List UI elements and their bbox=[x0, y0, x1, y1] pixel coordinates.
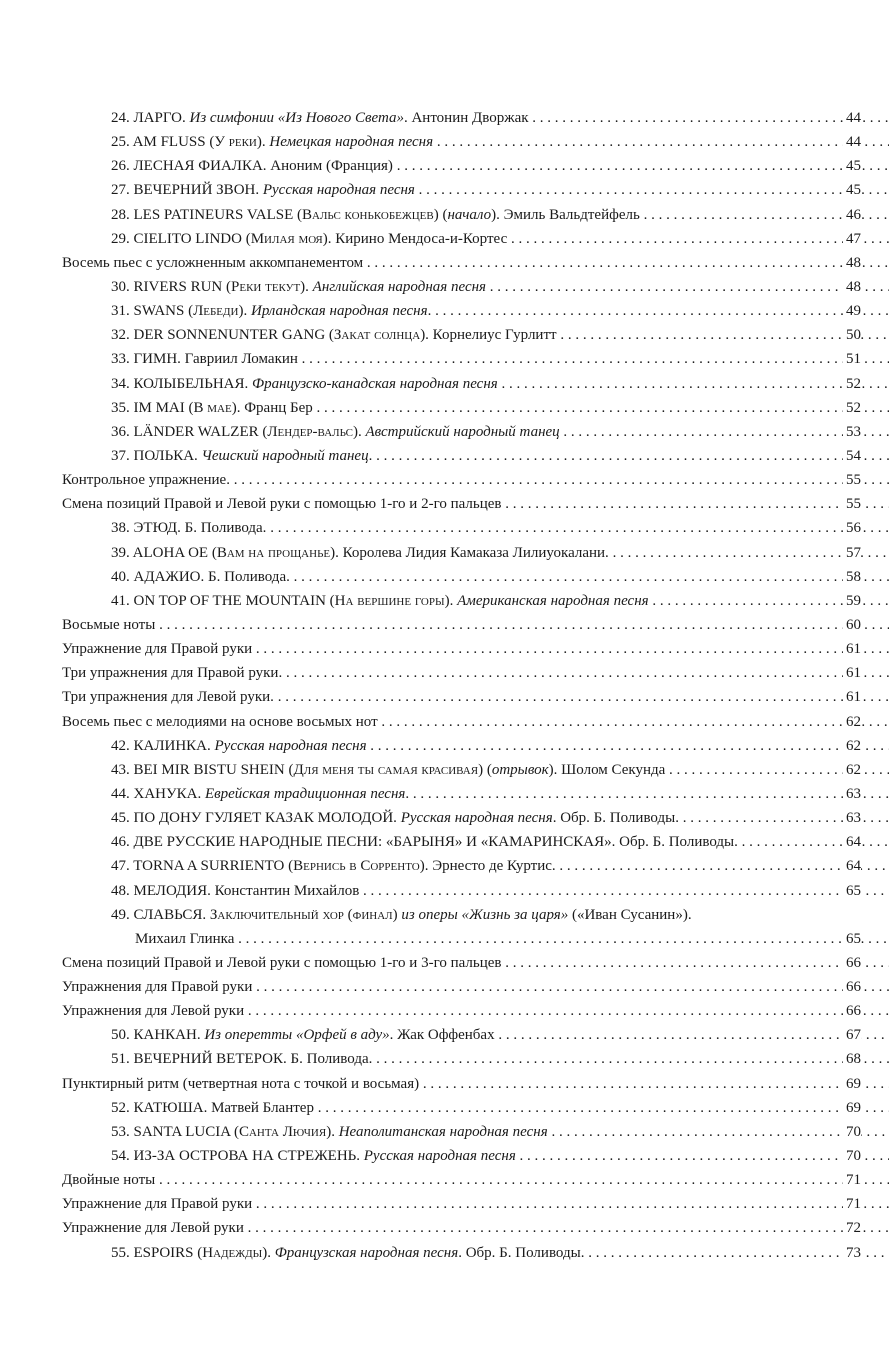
toc-entry-title bbox=[62, 714, 889, 730]
toc-entry-title bbox=[111, 545, 889, 561]
toc-page-number: 62 bbox=[843, 758, 861, 782]
toc-entry-text: 47. TORNA A SURRIENTO ( bbox=[111, 858, 294, 875]
toc-entry-text: Упражнение для Правой руки bbox=[62, 641, 253, 658]
toc-entry-text: 27. ВЕЧЕРНИЙ ЗВОН. bbox=[111, 182, 263, 199]
toc-entry-text: . bbox=[368, 447, 373, 464]
toc-entry-text: Английская народная песня bbox=[312, 278, 487, 295]
toc-section[interactable] bbox=[0, 1072, 889, 1096]
toc-entry[interactable] bbox=[0, 879, 889, 903]
toc-entry-text: 49. СЛАВЬСЯ. bbox=[111, 906, 210, 923]
toc-entry-text: 37. ПОЛЬКА. bbox=[111, 447, 202, 464]
toc-entry-title bbox=[111, 1124, 889, 1140]
toc-section[interactable] bbox=[0, 999, 889, 1023]
toc-page-number: 56 bbox=[843, 516, 861, 540]
toc-entry-title bbox=[111, 376, 889, 392]
toc-entry-title bbox=[62, 1220, 889, 1236]
toc-entry[interactable] bbox=[0, 758, 889, 782]
toc-entry-text: 29. CIELITO LINDO ( bbox=[111, 230, 251, 247]
toc-entry[interactable] bbox=[0, 227, 889, 251]
toc-entry-title bbox=[111, 110, 889, 126]
toc-entry-text: Заключительный хор bbox=[209, 906, 344, 923]
toc-entry-text: ). Королева Лидия Камаказа Лилиуокалани. bbox=[330, 544, 609, 561]
toc-entry-text: отрывок bbox=[491, 761, 549, 778]
toc-entry-text: Французско-канадская народная песня bbox=[252, 375, 498, 392]
toc-entry-text: У реки bbox=[214, 134, 257, 151]
toc-section[interactable] bbox=[0, 637, 889, 661]
toc-page-number: 68 bbox=[843, 1047, 861, 1071]
toc-entry-title bbox=[111, 207, 889, 223]
toc-entry[interactable] bbox=[0, 1023, 889, 1047]
toc-entry-title bbox=[62, 1172, 889, 1188]
toc-entry-text: Три упражнения для Левой руки. bbox=[62, 689, 274, 706]
toc-page-number: 59 bbox=[843, 589, 861, 613]
toc-entry-text: Пунктирный ритм (четвертная нота с точкой и восьмая) bbox=[62, 1075, 420, 1092]
toc-entry-text: 36. LÄNDER WALZER ( bbox=[111, 423, 268, 440]
toc-page-number: 70 bbox=[843, 1120, 861, 1144]
toc-page-number: 44 bbox=[843, 130, 861, 154]
toc-page-number: 48 bbox=[843, 275, 861, 299]
toc-page-number: 73 bbox=[843, 1241, 861, 1265]
toc-page-number: 69 bbox=[843, 1072, 861, 1096]
toc-entry-text: ) ( bbox=[478, 761, 492, 778]
toc-entry-text: Русская народная песня bbox=[363, 1148, 516, 1165]
toc-entry-text: Контрольное упражнение. bbox=[62, 472, 230, 489]
toc-entry-text: Для меня ты самая красивая bbox=[293, 761, 479, 778]
toc-entry-text: Упражнение для Правой руки bbox=[62, 1196, 253, 1213]
toc-entry-text: Чешский народный танец bbox=[201, 447, 369, 464]
toc-entry-title bbox=[111, 834, 889, 850]
toc-page-number: 48 bbox=[843, 251, 861, 275]
toc-page-number: 62 bbox=[843, 734, 861, 758]
toc-entry[interactable] bbox=[0, 323, 889, 347]
toc-entry-title bbox=[111, 424, 889, 440]
toc-entry-title bbox=[111, 1148, 889, 1164]
toc-section[interactable] bbox=[0, 613, 889, 637]
toc-entry-text: Неаполитанская народная песня bbox=[338, 1123, 548, 1140]
toc-entry-text: 24. ЛАРГО. bbox=[111, 110, 190, 126]
toc-page-number: 60 bbox=[843, 613, 861, 637]
toc-entry[interactable] bbox=[0, 903, 889, 927]
toc-entry-title bbox=[111, 134, 889, 150]
toc-section[interactable] bbox=[0, 1192, 889, 1216]
toc-entry-text: Русская народная песня bbox=[214, 737, 367, 754]
toc-entry-title bbox=[62, 689, 889, 705]
toc-entry-text: ). bbox=[300, 278, 313, 295]
toc-page-number: 71 bbox=[843, 1192, 861, 1216]
toc-entry-text: 33. ГИМН. Гавриил Ломакин bbox=[111, 351, 298, 368]
toc-entry[interactable] bbox=[0, 299, 889, 323]
toc-entry-text: 25. AM FLUSS ( bbox=[111, 134, 215, 151]
toc-entry-text: ). bbox=[256, 134, 270, 151]
toc-entry[interactable] bbox=[0, 396, 889, 420]
toc-entry-text: 45. ПО ДОНУ ГУЛЯЕТ КАЗАК МОЛОДОЙ. bbox=[111, 810, 401, 827]
toc-entry-text: 44. ХАНУКА. bbox=[111, 785, 205, 802]
toc-entry[interactable] bbox=[0, 154, 889, 178]
toc-page-number: 57 bbox=[843, 541, 861, 565]
toc-entry-text: из оперы «Жизнь за царя» bbox=[401, 906, 569, 923]
toc-page-number: 45 bbox=[843, 154, 861, 178]
toc-entry-text: ). bbox=[262, 1244, 275, 1261]
toc-page-number: 63 bbox=[843, 782, 861, 806]
toc-entry-text: 28. LES PATINEURS VALSE ( bbox=[111, 206, 303, 223]
toc-page-number: 55 bbox=[843, 492, 861, 516]
toc-entry-title bbox=[62, 617, 889, 633]
toc-entry-text: ( bbox=[343, 906, 353, 923]
toc-entry[interactable] bbox=[0, 372, 889, 396]
toc-entry-title bbox=[111, 762, 889, 778]
toc-entry-text: ). bbox=[326, 1123, 339, 1140]
toc-entry[interactable] bbox=[0, 347, 889, 371]
toc-entry-title bbox=[111, 279, 889, 295]
toc-entry-text: 55. ESPOIRS ( bbox=[111, 1244, 203, 1261]
toc-entry-title bbox=[62, 496, 889, 512]
toc-section[interactable] bbox=[0, 661, 889, 685]
toc-entry[interactable] bbox=[0, 565, 889, 589]
toc-page-number: 52 bbox=[843, 396, 861, 420]
toc-entry-title bbox=[62, 955, 889, 971]
toc-entry[interactable] bbox=[0, 106, 889, 130]
toc-entry-title bbox=[111, 327, 889, 343]
toc-page-number: 54 bbox=[843, 444, 861, 468]
toc-entry-text: ). Корнелиус Гурлитт bbox=[420, 327, 557, 344]
toc-entry[interactable] bbox=[0, 806, 889, 830]
toc-entry-title bbox=[111, 303, 889, 319]
toc-entry-text: Михаил Глинка bbox=[135, 930, 235, 947]
toc-page-number: 50 bbox=[843, 323, 861, 347]
toc-page-number: 66 bbox=[843, 975, 861, 999]
toc-page-number: 63 bbox=[843, 806, 861, 830]
toc-entry-text: Ирландская народная песня bbox=[250, 303, 428, 320]
toc-section[interactable] bbox=[0, 975, 889, 999]
toc-entry[interactable] bbox=[0, 854, 889, 878]
toc-entry-text: . Антонин Дворжак bbox=[403, 110, 529, 126]
toc-entry[interactable] bbox=[0, 589, 889, 613]
toc-entry-text: Немецкая народная песня bbox=[269, 134, 434, 151]
toc-page-number: 64 bbox=[843, 854, 861, 878]
toc-entry-text: . Обр. Б. Поливоды. bbox=[458, 1244, 585, 1261]
toc-entry-text: Вальс конькобежцев bbox=[302, 206, 434, 223]
toc-entry[interactable] bbox=[0, 1047, 889, 1071]
toc-entry-title bbox=[111, 883, 889, 899]
toc-entry-title bbox=[135, 931, 889, 947]
toc-entry-text: ). bbox=[444, 592, 458, 609]
toc-entry-text: Упражнение для Левой руки bbox=[62, 1220, 244, 1237]
toc-page-number: 53 bbox=[843, 420, 861, 444]
toc-page-number: 55 bbox=[843, 468, 861, 492]
toc-entry-text: Восьмые ноты bbox=[62, 616, 156, 633]
toc-entry-text: ). bbox=[352, 423, 366, 440]
toc-entry-text: Американская народная песня bbox=[457, 592, 649, 609]
toc-entry-text: Из симфонии «Из Нового Света» bbox=[189, 110, 404, 126]
toc-entry-title bbox=[111, 593, 889, 609]
toc-entry-text: 42. КАЛИНКА. bbox=[111, 737, 215, 754]
toc-entry[interactable] bbox=[0, 203, 889, 227]
toc-entry-title bbox=[111, 448, 889, 464]
toc-page-number: 46 bbox=[843, 203, 861, 227]
toc-section[interactable] bbox=[0, 685, 889, 709]
toc-entry-text: ). bbox=[238, 303, 251, 320]
toc-page-number: 70 bbox=[843, 1144, 861, 1168]
toc-page-number: 61 bbox=[843, 637, 861, 661]
toc-page-number: 67 bbox=[843, 1023, 861, 1047]
toc-entry-title bbox=[111, 1245, 889, 1261]
toc-page-number: 58 bbox=[843, 565, 861, 589]
toc-page-number: 61 bbox=[843, 685, 861, 709]
toc-entry[interactable] bbox=[0, 275, 889, 299]
toc-page-number: 45 bbox=[843, 178, 861, 202]
toc-entry[interactable] bbox=[0, 444, 889, 468]
toc-entry-title bbox=[111, 858, 889, 874]
toc-page-number: 69 bbox=[843, 1096, 861, 1120]
toc-entry-text: Надежды bbox=[202, 1244, 263, 1261]
toc-entry-text: 30. RIVERS RUN ( bbox=[111, 278, 232, 295]
toc-entry-text: Русская народная песня bbox=[262, 182, 415, 199]
toc-page-number: 72 bbox=[843, 1216, 861, 1240]
table-of-contents bbox=[0, 106, 889, 1265]
toc-page-number: 61 bbox=[843, 661, 861, 685]
toc-entry-text: На вершине горы bbox=[334, 592, 445, 609]
toc-entry[interactable] bbox=[0, 830, 889, 854]
toc-entry-text: 40. АДАЖИО. Б. Поливода. bbox=[111, 568, 290, 585]
toc-page-number: 66 bbox=[843, 951, 861, 975]
toc-entry-text: 32. DER SONNENUNTER GANG ( bbox=[111, 327, 334, 344]
toc-entry-text: Французская народная песня bbox=[274, 1244, 459, 1261]
toc-page-number: 65 bbox=[843, 879, 861, 903]
toc-entry-text: Лендер-вальс bbox=[267, 423, 353, 440]
toc-entry-title bbox=[111, 351, 889, 367]
toc-entry-text: Двойные ноты bbox=[62, 1172, 156, 1189]
toc-entry-text: . Жак Оффенбах bbox=[389, 1027, 495, 1044]
toc-entry-title bbox=[62, 1003, 889, 1019]
toc-entry[interactable] bbox=[0, 516, 889, 540]
toc-entry-text: 53. SANTA LUCIA ( bbox=[111, 1123, 239, 1140]
toc-entry-title bbox=[111, 810, 889, 826]
toc-entry-text: Из оперетты «Орфей в аду» bbox=[204, 1027, 390, 1044]
toc-entry-text: Вернись в Сорренто bbox=[293, 858, 420, 875]
toc-entry-title bbox=[62, 255, 889, 271]
toc-section[interactable] bbox=[0, 1168, 889, 1192]
toc-page-number: 44 bbox=[843, 106, 861, 130]
toc-entry[interactable] bbox=[0, 927, 889, 951]
toc-entry-text: Смена позиций Правой и Левой руки с помощью 1-го и 2-го пальцев bbox=[62, 496, 502, 513]
toc-entry-text: 31. SWANS ( bbox=[111, 303, 194, 320]
toc-entry-text: 38. ЭТЮД. Б. Поливода. bbox=[111, 520, 267, 537]
toc-entry-title bbox=[111, 1100, 889, 1116]
toc-entry-title bbox=[111, 738, 889, 754]
toc-entry-text: начало bbox=[447, 206, 492, 223]
toc-section[interactable] bbox=[0, 951, 889, 975]
toc-entry-title bbox=[111, 231, 889, 247]
toc-entry-text: 52. КАТЮША. Матвей Блантер bbox=[111, 1099, 314, 1116]
toc-entry-title bbox=[111, 158, 889, 174]
toc-entry-text: 51. ВЕЧЕРНИЙ ВЕТЕРОК. Б. Поливода. bbox=[111, 1051, 373, 1068]
toc-entry-text: Русская народная песня bbox=[400, 810, 553, 827]
toc-entry-title bbox=[62, 1196, 889, 1212]
toc-entry-text: 54. ИЗ-ЗА ОСТРОВА НА СТРЕЖЕНЬ. bbox=[111, 1148, 364, 1165]
toc-entry-title bbox=[111, 400, 889, 416]
toc-entry-text: («Иван Сусанин»). bbox=[568, 906, 692, 923]
toc-entry-title bbox=[111, 1027, 889, 1043]
toc-entry-title bbox=[62, 641, 889, 657]
toc-page-number: 64 bbox=[843, 830, 861, 854]
toc-entry-text: . bbox=[405, 785, 410, 802]
toc-entry-title bbox=[111, 907, 692, 923]
toc-section[interactable] bbox=[0, 251, 889, 275]
toc-entry-text: Восемь пьес с мелодиями на основе восьмых нот bbox=[62, 713, 378, 730]
toc-entry-text: 43. BEI MIR BISTU SHEIN ( bbox=[111, 761, 294, 778]
toc-entry-text: Вам на прощанье bbox=[216, 544, 331, 561]
toc-entry-text: 41. ON TOP OF THE MOUNTAIN ( bbox=[111, 592, 335, 609]
toc-entry-text: Милая моя bbox=[250, 230, 323, 247]
toc-entry-text: Лебеди bbox=[193, 303, 239, 320]
toc-entry-text: 34. КОЛЫБЕЛЬНАЯ. bbox=[111, 375, 253, 392]
toc-entry-text: ) bbox=[392, 906, 402, 923]
toc-entry[interactable] bbox=[0, 541, 889, 565]
toc-page-number: 49 bbox=[843, 299, 861, 323]
toc-entry-title bbox=[111, 569, 889, 585]
toc-entry-text: Упражнения для Левой руки bbox=[62, 1003, 245, 1020]
toc-entry-title bbox=[62, 979, 889, 995]
toc-entry-title bbox=[62, 1076, 889, 1092]
toc-entry-text: 48. МЕЛОДИЯ. Константин Михайлов bbox=[111, 882, 360, 899]
toc-entry[interactable] bbox=[0, 130, 889, 154]
toc-entry-text: Еврейская традиционная песня bbox=[204, 785, 406, 802]
toc-entry-text: ). Эрнесто де Куртис. bbox=[419, 858, 556, 875]
toc-section[interactable] bbox=[0, 468, 889, 492]
toc-entry-text: Смена позиций Правой и Левой руки с помощью 1-го и 3-го пальцев bbox=[62, 954, 502, 971]
toc-entry[interactable] bbox=[0, 1120, 889, 1144]
toc-entry-text: ). Эмиль Вальдтейфель bbox=[491, 206, 640, 223]
toc-page-number: 51 bbox=[843, 347, 861, 371]
toc-entry-title bbox=[62, 665, 889, 681]
toc-entry[interactable] bbox=[0, 734, 889, 758]
toc-page-number: 65 bbox=[843, 927, 861, 951]
toc-entry-title bbox=[62, 472, 889, 488]
toc-entry-text: Три упражнения для Правой руки. bbox=[62, 665, 283, 682]
toc-page-number: 47 bbox=[843, 227, 861, 251]
toc-entry[interactable] bbox=[0, 420, 889, 444]
toc-entry-title bbox=[111, 520, 889, 536]
toc-entry[interactable] bbox=[0, 1241, 889, 1265]
toc-entry[interactable] bbox=[0, 1144, 889, 1168]
toc-entry-text: финал bbox=[352, 906, 393, 923]
toc-page-number: 52 bbox=[843, 372, 861, 396]
toc-entry-text: Реки текут bbox=[231, 278, 301, 295]
toc-entry-text: 46. ДВЕ РУССКИЕ НАРОДНЫЕ ПЕСНИ: «БАРЫНЯ» И «КАМАРИНСКАЯ». Обр. Б. Поливоды. bbox=[111, 834, 738, 851]
toc-section[interactable] bbox=[0, 710, 889, 734]
toc-entry[interactable] bbox=[0, 1096, 889, 1120]
toc-entry-title bbox=[111, 1051, 889, 1067]
toc-entry-text: Закат солнца bbox=[333, 327, 421, 344]
toc-entry[interactable] bbox=[0, 178, 889, 202]
toc-entry-text: 35. IM MAI ( bbox=[111, 399, 194, 416]
toc-entry-text: 50. КАНКАН. bbox=[111, 1027, 205, 1044]
toc-entry-text: ). Шолом Секунда bbox=[548, 761, 666, 778]
toc-entry-text: Восемь пьес с усложненным аккомпанементом bbox=[62, 254, 364, 271]
toc-section[interactable] bbox=[0, 1216, 889, 1240]
toc-entry-text: 39. ALOHA OE ( bbox=[111, 544, 217, 561]
toc-page-number: 71 bbox=[843, 1168, 861, 1192]
toc-page-number: 66 bbox=[843, 999, 861, 1023]
toc-entry[interactable] bbox=[0, 782, 889, 806]
toc-entry-text: 26. ЛЕСНАЯ ФИАЛКА. Аноним (Франция) bbox=[111, 158, 393, 175]
toc-entry-title bbox=[111, 786, 889, 802]
toc-entry-text: Австрийский народный танец bbox=[365, 423, 560, 440]
toc-entry-text: . Обр. Б. Поливоды. bbox=[552, 810, 679, 827]
toc-entry-title bbox=[111, 182, 889, 198]
toc-entry-text: . bbox=[427, 303, 432, 320]
toc-entry-text: ). Кирино Мендоса-и-Кортес bbox=[322, 230, 508, 247]
toc-page-number: 62 bbox=[843, 710, 861, 734]
toc-entry-text: ). Франц Бер bbox=[231, 399, 313, 416]
toc-entry-text: В мае bbox=[193, 399, 232, 416]
toc-entry-text: ) ( bbox=[433, 206, 448, 223]
toc-section[interactable] bbox=[0, 492, 889, 516]
toc-entry-text: Упражнения для Правой руки bbox=[62, 979, 253, 996]
toc-entry-text: Санта Лючия bbox=[238, 1123, 327, 1140]
